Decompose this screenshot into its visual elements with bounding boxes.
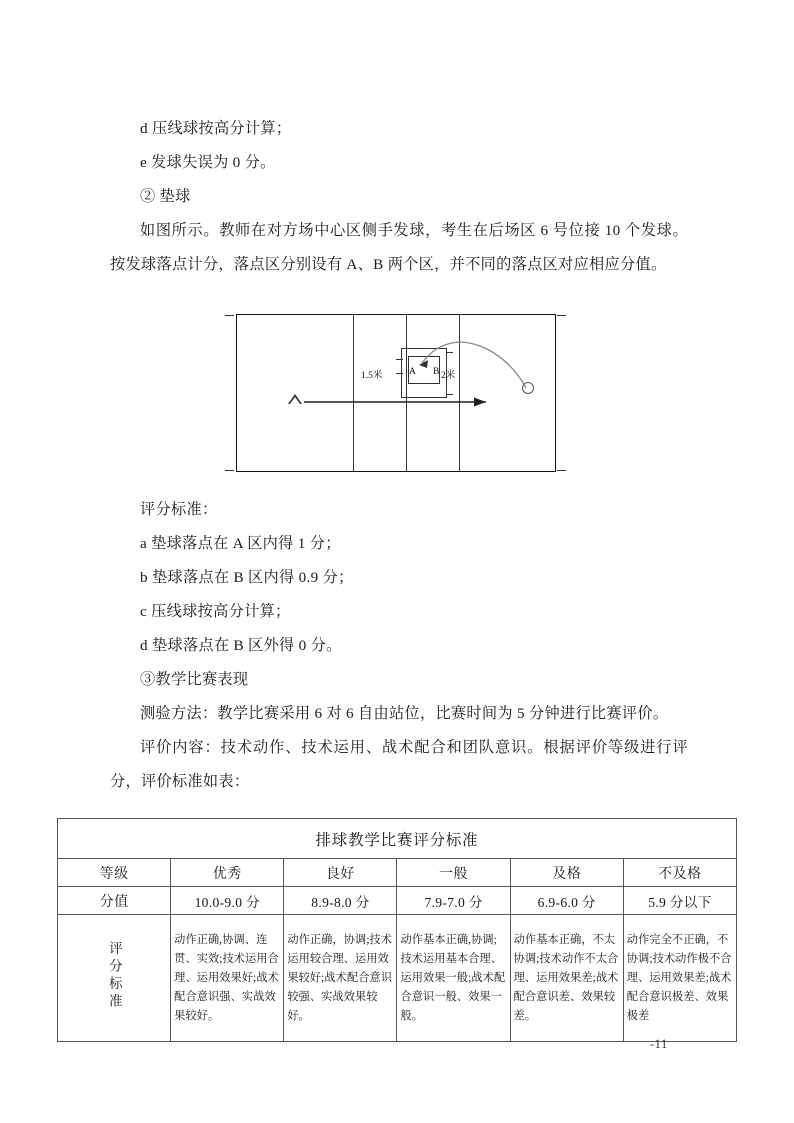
- dimension-label-right: 2米: [441, 371, 456, 381]
- text-section-serve-scoring: [110, 112, 688, 282]
- criteria-cell: 动作基本正确，不太协调;技术动作不太合理、运用效果差;战术配合意识差、效果较差。: [510, 915, 623, 1042]
- table-title: 排球教学比赛评分标准: [58, 819, 737, 859]
- court-tick-top-left: [225, 315, 234, 316]
- table-title-row: [58, 819, 737, 859]
- teaching-match-scoring-table: [57, 818, 737, 1042]
- value-cell: 6.9-6.0 分: [510, 887, 623, 915]
- grade-header: 良好: [284, 859, 397, 887]
- paragraph: a 垫球落点在 A 区内得 1 分；: [140, 535, 341, 552]
- table-header-row: [58, 859, 737, 887]
- row-label-value: 分值: [58, 887, 171, 915]
- value-cell: 10.0-9.0 分: [171, 887, 284, 915]
- paragraph: 如图所示。教师在对方场中心区侧手发球，考生在后场区 6 号位接 10 个发球。按发球落点计分，落点区分别设有 A、B 两个区，并不同的落点区对应相应分值。: [110, 222, 688, 273]
- court-tick-bottom-left: [225, 470, 234, 471]
- paragraph: d 垫球落点在 B 区外得 0 分。: [140, 637, 342, 654]
- text-section-dig-scoring: [110, 493, 688, 799]
- criteria-cell: 动作正确，协调;技术运用较合理、运用效果较好;战术配合意识较强、实战效果较好。: [284, 915, 397, 1042]
- paragraph: 评价内容：技术动作、技术运用、战术配合和团队意识。根据评价等级进行评分，评价标准如表：: [110, 739, 688, 790]
- paragraph: 评分标准：: [140, 501, 218, 518]
- value-cell: 7.9-7.0 分: [397, 887, 510, 915]
- paragraph: e 发球失误为 0 分。: [140, 154, 276, 171]
- page-number: -11: [650, 1037, 668, 1051]
- table-value-row: [58, 887, 737, 915]
- grade-header: 一般: [397, 859, 510, 887]
- paragraph: d 压线球按高分计算；: [140, 120, 292, 137]
- grade-header: 及格: [510, 859, 623, 887]
- court-tick-top-right: [557, 315, 566, 316]
- paragraph: 测验方法：教学比赛采用 6 对 6 自由站位，比赛时间为 5 分钟进行比赛评价。: [140, 705, 669, 722]
- zone-a-label: A: [409, 367, 416, 377]
- paragraph: b 垫球落点在 B 区内得 0.9 分；: [140, 569, 354, 586]
- row-label-criteria: [58, 915, 171, 1042]
- criteria-cell: 动作正确,协调、连贯、实效;技术运用合理、运用效果好;战术配合意识强、实战效果较好。: [171, 915, 284, 1042]
- criteria-cell: 动作基本正确,协调;技术运用基本合理、运用效果一般;战术配合意识一般、效果一般。: [397, 915, 510, 1042]
- volleyball-court-diagram: [236, 314, 558, 474]
- dimension-label-left: 1.5米: [361, 371, 383, 381]
- criteria-cell: 动作完全不正确，不协调;技术动作极不合理、运用效果差;战术配合意识极差、效果极差: [623, 915, 736, 1042]
- paragraph: ③教学比赛表现: [140, 671, 249, 688]
- court-tick-bottom-right: [557, 470, 566, 471]
- grade-header: 优秀: [171, 859, 284, 887]
- row-label-grade: 等级: [58, 859, 171, 887]
- grade-header: 不及格: [623, 859, 736, 887]
- paragraph: ② 垫球: [140, 188, 191, 205]
- value-cell: 5.9 分以下: [623, 887, 736, 915]
- table-criteria-row: [58, 915, 737, 1042]
- value-cell: 8.9-8.0 分: [284, 887, 397, 915]
- paragraph: c 压线球按高分计算；: [140, 603, 291, 620]
- row-label-criteria-text: 评分标准: [106, 941, 122, 1011]
- diagram-trajectory-overlay: [236, 314, 558, 474]
- zone-b-label: B: [433, 367, 440, 377]
